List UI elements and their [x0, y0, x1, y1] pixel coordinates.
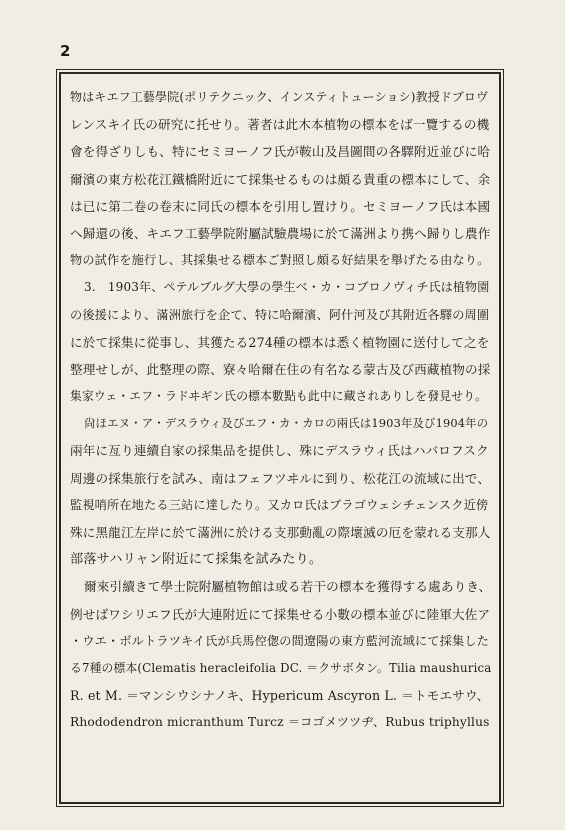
text-line: 周邊の採集旅行を試み、南はフェフツヰルに到り、松花江の流域に出で、 — [70, 470, 491, 486]
text-line: 爾來引續きて學士院附屬植物館は或る若干の標本を獲得する處ありき、 — [84, 579, 492, 595]
text-line: 例せばワシリエフ氏が大連附近にて採集せる小數の標本並びに陸軍大佐ア — [70, 606, 491, 622]
text-line: 集家ウェ・エフ・ラドヰギン氏の標本數點も此中に藏されありしを發見せり。 — [70, 389, 488, 404]
text-line: レンスキイ氏の研究に托せり。著者は此木本植物の標本をば一覽するの機 — [70, 117, 490, 133]
text-line: の後援により、滿洲旅行を企て、特に哈爾濱、阿什河及び其附近各驛の周圍 — [70, 307, 490, 322]
text-line: ・ウエ・ボルトラツキイ氏が兵馬倥偬の間遼陽の東方藍河流域にて採集した — [70, 633, 489, 648]
text-line: に於て採集に從事し、其獲たる274種の標本は悉く植物園に送付して之を — [70, 334, 490, 350]
text-line: 3. 1903年、ペテルブルグ大學の學生ベ・カ・コブロノヴィチ氏は植物園 — [84, 280, 490, 295]
text-frame — [59, 72, 501, 804]
text-line: 整理せしが、此整理の際、寮々哈爾在住の有名なる蒙古及び西藏植物の採 — [70, 361, 491, 377]
text-line: 殊に黑龍江左岸に於て滿洲に於ける支那動亂の際壞滅の厄を蒙れる支那人 — [70, 525, 491, 540]
text-line: 物の試作を施行し、其採集せる標本ご對照し頗る好結果を舉げたる由なり。 — [70, 253, 490, 268]
text-line: へ歸還の後、キエフ工藝學院附屬試驗農場に於て滿洲より携へ歸りし農作 — [70, 225, 491, 241]
text-line: 兩年に亙り連續自家の採集品を提供し、殊にデスラウィ氏はハバロフスク — [70, 443, 489, 459]
text-line: 爾濱の東方松花江鐵橋附近にて採集せるものは頗る貴重の標本にして、余 — [70, 171, 491, 187]
text-line: 物はキエフ工藝學院(ポリテクニック、インスティトューショシ)教授ドブロヴ — [70, 90, 489, 104]
text-line: R. et M. ＝マンシウシナノキ、Hypericum Ascyron L. ＝トモエサウ、 — [70, 688, 490, 704]
text-line: は已に第二卷の卷末に同氏の標本を引用し置けり。セミヨーノフ氏は本國 — [70, 198, 491, 214]
text-line: 會を得ざりしも、特にセミヨーノフ氏が鞍山及昌圖間の各驛附近並びに哈 — [70, 144, 491, 160]
body-text — [70, 84, 492, 737]
text-line: 尙ほエヌ・ア・デスラウィ及びエフ・カ・カロの兩氏は1903年及び1904年の — [84, 416, 489, 431]
text-line: Rhododendron micranthum Turcz ＝コゴメツツヂ、Rubus triphyllus — [70, 715, 490, 730]
text-line: 部落サハリャン附近にて採集を試みたり。 — [70, 552, 323, 568]
text-line: る7種の標本(Clematis heracleifolia DC. ＝クサボタン。Tilia maushurica — [70, 660, 492, 675]
page-number: 2 — [60, 42, 71, 60]
text-line: 監視哨所在地たる三站に達したり。又カロ氏はブラゴウェシチェンスク近傍 — [70, 497, 489, 512]
